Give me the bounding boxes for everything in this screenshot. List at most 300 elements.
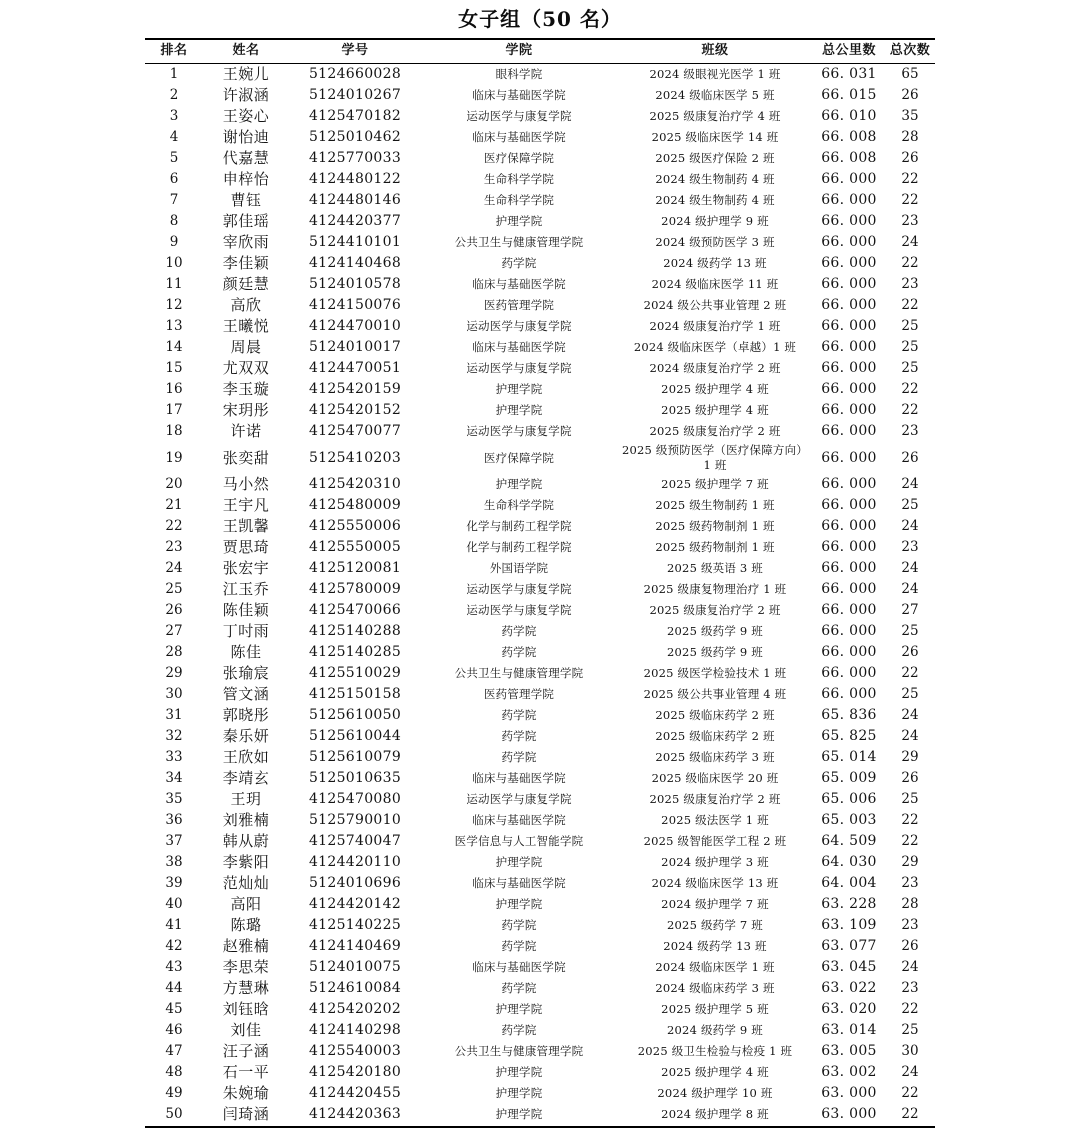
cell-college: 护理学院 [495,1002,543,1016]
table-row [145,831,935,852]
cell-class: 2024 级康复治疗学 2 班 [649,361,781,375]
cell-total-times: 24 [901,959,919,975]
cell-rank: 11 [165,276,183,292]
cell-total-times: 29 [901,749,919,765]
cell-class: 2025 级法医学 1 班 [661,813,769,827]
cell-college: 医学信息与人工智能学院 [454,834,584,848]
cell-total-times: 22 [901,297,919,313]
cell-total-times: 23 [901,213,919,229]
table-row [145,936,935,957]
cell-name: 江玉乔 [222,580,270,598]
table-row [145,999,935,1020]
cell-total-times: 26 [901,449,919,466]
cell-student-id: 5125610050 [308,707,402,723]
cell-college: 临床与基础医学院 [472,876,566,890]
cell-student-id: 4125420152 [308,402,402,418]
table-row [145,558,935,579]
cell-total-times: 26 [901,87,919,103]
cell-college: 临床与基础医学院 [472,340,566,354]
cell-college: 运动医学与康复学院 [466,109,572,123]
column-header-class: 班级 [617,39,813,64]
cell-total-km: 66. 000 [821,602,877,618]
table-row [145,1104,935,1127]
cell-class: 2025 级临床药学 3 班 [655,750,775,764]
cell-college: 药学院 [501,256,537,270]
cell-class: 2024 级临床医学 13 班 [651,876,779,890]
cell-rank: 19 [165,449,183,466]
cell-student-id: 5125010462 [308,129,402,145]
cell-name: 陈璐 [230,916,262,934]
cell-rank: 20 [165,476,183,492]
cell-student-id: 5124010017 [308,339,402,355]
cell-name: 李佳颖 [222,254,270,272]
cell-total-times: 25 [901,360,919,376]
cell-college: 生命科学学院 [483,498,555,512]
cell-total-km: 63. 005 [821,1043,877,1059]
cell-student-id: 4124140469 [308,938,402,954]
cell-student-id: 5124610084 [308,980,402,996]
cell-rank: 14 [165,339,183,355]
cell-total-times: 22 [901,1001,919,1017]
cell-total-times: 28 [901,129,919,145]
cell-total-times: 24 [901,728,919,744]
table-row [145,474,935,495]
cell-class: 2024 级护理学 10 班 [657,1086,773,1100]
cell-name: 丁吋雨 [222,622,270,640]
cell-rank: 9 [169,234,179,250]
column-header-student-id: 学号 [289,39,421,64]
cell-class: 2024 级药学 9 班 [667,1023,763,1037]
cell-rank: 39 [165,875,183,891]
table-row [145,1083,935,1104]
cell-total-times: 22 [885,1104,935,1127]
cell-rank: 21 [165,497,183,513]
cell-rank: 36 [165,812,183,828]
cell-total-km: 65. 009 [821,770,877,786]
cell-total-km: 63. 000 [813,1104,885,1127]
cell-total-times: 25 [901,623,919,639]
cell-total-times: 22 [901,255,919,271]
cell-total-times: 22 [901,402,919,418]
cell-rank: 18 [165,423,183,439]
cell-total-km: 63. 000 [821,1085,877,1101]
cell-name: 王玥 [230,790,262,808]
cell-student-id: 4125770033 [308,150,402,166]
cell-rank: 37 [165,833,183,849]
cell-college: 临床与基础医学院 [472,130,566,144]
cell-total-times: 22 [901,1085,919,1101]
cell-college: 公共卫生与健康管理学院 [454,666,584,680]
cell-class: 2025 级药学 9 班 [667,624,763,638]
cell-total-times: 24 [901,560,919,576]
cell-total-km: 66. 000 [821,297,877,313]
cell-college: 临床与基础医学院 [472,771,566,785]
cell-class: 2024 级临床医学 1 班 [655,960,775,974]
cell-student-id: 5124010696 [308,875,402,891]
cell-class: 2025 级康复治疗学 2 班 [649,603,781,617]
table-row [145,600,935,621]
cell-total-km: 66. 000 [821,402,877,418]
cell-student-id: 5124010578 [308,276,402,292]
cell-student-id: 4124420455 [308,1085,402,1101]
cell-name: 李思荣 [222,958,270,976]
cell-rank: 44 [165,980,183,996]
table-header [145,39,935,64]
table-row [145,1041,935,1062]
table-row [145,642,935,663]
cell-college: 临床与基础医学院 [472,813,566,827]
cell-class: 2024 级护理学 7 班 [661,897,769,911]
cell-total-times: 26 [901,938,919,954]
cell-student-id: 4125420180 [308,1064,402,1080]
table-header-row [145,39,935,64]
cell-total-times: 25 [901,791,919,807]
cell-name: 高阳 [230,895,262,913]
cell-rank: 1 [169,66,179,82]
cell-rank: 24 [165,560,183,576]
cell-rank: 7 [169,192,179,208]
cell-name: 代嘉慧 [222,149,270,167]
cell-total-times: 22 [901,171,919,187]
cell-total-km: 66. 000 [821,423,877,439]
table-row [145,148,935,169]
table-row [145,106,935,127]
cell-rank: 35 [165,791,183,807]
cell-rank: 47 [165,1043,183,1059]
cell-rank: 30 [165,686,183,702]
cell-name: 石一平 [222,1063,270,1081]
cell-college: 公共卫生与健康管理学院 [454,1044,584,1058]
cell-student-id: 4125470182 [308,108,402,124]
cell-college: 运动医学与康复学院 [466,319,572,333]
cell-student-id: 4124470010 [308,318,402,334]
cell-total-km: 66. 000 [821,686,877,702]
cell-rank: 28 [165,644,183,660]
cell-college: 药学院 [501,645,537,659]
cell-student-id: 4124480122 [308,171,402,187]
cell-total-times: 22 [901,833,919,849]
table-row [145,621,935,642]
cell-student-id: 4125780009 [308,581,402,597]
cell-class: 2024 级公共事业管理 2 班 [643,298,787,312]
cell-name: 王姿心 [222,107,270,125]
cell-class: 2025 级药物制剂 1 班 [655,540,775,554]
cell-total-km: 66. 000 [821,234,877,250]
table-row [145,705,935,726]
cell-college: 药学院 [501,624,537,638]
cell-student-id: 5125010635 [308,770,402,786]
cell-total-km: 66. 000 [821,339,877,355]
cell-name: 李靖玄 [222,769,270,787]
cell-rank: 5 [169,150,179,166]
cell-name: 申梓怡 [222,170,270,188]
table-row [145,253,935,274]
column-header-total-km: 总公里数 [813,39,885,64]
cell-rank: 31 [165,707,183,723]
cell-total-km: 65. 003 [821,812,877,828]
cell-rank: 4 [169,129,179,145]
cell-total-times: 24 [901,234,919,250]
cell-name: 张奕甜 [222,448,270,467]
cell-total-km: 63. 228 [821,896,877,912]
cell-total-km: 66. 000 [821,476,877,492]
cell-class: 2024 级护理学 8 班 [617,1104,813,1127]
cell-college: 化学与制药工程学院 [466,540,572,554]
cell-name: 刘钰晗 [222,1000,270,1018]
table-row [145,915,935,936]
cell-name: 宋玥彤 [222,401,270,419]
cell-total-km: 66. 008 [821,150,877,166]
cell-name: 秦乐妍 [222,727,270,745]
cell-college: 临床与基础医学院 [472,88,566,102]
cell-class: 2025 级康复治疗学 4 班 [649,109,781,123]
cell-class: 2024 级临床医学 5 班 [655,88,775,102]
cell-total-km: 66. 000 [821,581,877,597]
cell-total-times: 25 [901,686,919,702]
table-row [145,295,935,316]
table-row [145,127,935,148]
cell-student-id: 4125470077 [308,423,402,439]
table-row [145,978,935,999]
cell-student-id: 4125470080 [308,791,402,807]
cell-student-id: 4125540003 [308,1043,402,1059]
table-row [145,169,935,190]
table-row [145,894,935,915]
table-row [145,211,935,232]
cell-college: 护理学院 [495,1086,543,1100]
cell-class: 2024 级护理学 9 班 [661,214,769,228]
cell-college: 化学与制药工程学院 [466,519,572,533]
cell-name: 谢怡迪 [222,128,270,146]
cell-total-km: 63. 109 [821,917,877,933]
cell-total-km: 66. 000 [821,318,877,334]
cell-total-km: 65. 014 [821,749,877,765]
cell-rank: 33 [165,749,183,765]
cell-class: 2025 级康复治疗学 2 班 [649,792,781,806]
cell-class: 2024 级药学 13 班 [663,256,767,270]
cell-name: 周晨 [230,338,262,356]
cell-college: 药学院 [501,918,537,932]
cell-student-id: 4125740047 [308,833,402,849]
cell-name: 郭晓彤 [222,706,270,724]
cell-name: 马小然 [222,475,270,493]
cell-total-times: 24 [901,1064,919,1080]
table-row [145,663,935,684]
cell-total-km: 66. 000 [821,276,877,292]
cell-rank: 17 [165,402,183,418]
cell-college: 临床与基础医学院 [472,960,566,974]
cell-total-km: 64. 004 [821,875,877,891]
cell-class: 2025 级公共事业管理 4 班 [643,687,787,701]
cell-rank: 26 [165,602,183,618]
column-header-total-times: 总次数 [885,39,935,64]
cell-student-id: 5124010267 [308,87,402,103]
cell-total-times: 35 [901,108,919,124]
cell-name: 汪子涵 [222,1042,270,1060]
cell-rank: 25 [165,581,183,597]
cell-name: 韩从蔚 [222,832,270,850]
cell-total-times: 24 [901,518,919,534]
cell-name: 张宏宇 [222,559,270,577]
cell-total-km: 66. 031 [821,66,877,82]
cell-student-id: 4124480146 [308,192,402,208]
cell-total-km: 66. 015 [821,87,877,103]
table-row [145,1062,935,1083]
cell-total-times: 25 [901,318,919,334]
cell-rank: 34 [165,770,183,786]
table-row [145,852,935,873]
cell-total-times: 23 [901,875,919,891]
cell-student-id: 5125610044 [308,728,402,744]
cell-total-km: 66. 000 [821,255,877,271]
cell-name: 王凯馨 [222,517,270,535]
cell-class: 2024 级生物制药 4 班 [655,172,775,186]
cell-college: 医疗保障学院 [483,151,555,165]
cell-student-id: 5124010075 [308,959,402,975]
cell-name: 陈佳 [230,643,262,661]
cell-student-id: 4125550006 [308,518,402,534]
cell-rank: 13 [165,318,183,334]
table-row [145,337,935,358]
cell-total-times: 29 [901,854,919,870]
cell-total-km: 66. 000 [821,539,877,555]
table-row [145,379,935,400]
cell-college: 药学院 [501,729,537,743]
cell-class: 2025 级智能医学工程 2 班 [643,834,787,848]
cell-student-id: 4125550005 [308,539,402,555]
cell-total-km: 66. 000 [821,560,877,576]
cell-class: 2025 级临床医学 20 班 [651,771,779,785]
cell-name: 宰欣雨 [222,233,270,251]
cell-college: 护理学院 [495,403,543,417]
cell-total-times: 30 [901,1043,919,1059]
cell-total-km: 66. 010 [821,108,877,124]
cell-college: 护理学院 [495,855,543,869]
cell-class: 2025 级临床药学 2 班 [655,708,775,722]
cell-class: 2025 级药学 7 班 [667,918,763,932]
cell-class: 2025 级护理学 5 班 [661,1002,769,1016]
cell-name: 李紫阳 [222,853,270,871]
cell-rank: 50 [145,1104,203,1127]
cell-college: 运动医学与康复学院 [466,792,572,806]
cell-total-times: 24 [901,581,919,597]
cell-college: 护理学院 [495,382,543,396]
cell-class: 2025 级康复物理治疗 1 班 [643,582,787,596]
cell-class: 2025 级临床药学 2 班 [655,729,775,743]
cell-student-id: 4125470066 [308,602,402,618]
cell-class: 2025 级生物制药 1 班 [655,498,775,512]
cell-rank: 29 [165,665,183,681]
cell-total-times: 25 [901,497,919,513]
cell-student-id: 4124420363 [289,1104,421,1127]
cell-total-km: 66. 000 [821,449,877,466]
cell-student-id: 5124660028 [308,66,402,82]
cell-total-km: 66. 000 [821,171,877,187]
cell-rank: 43 [165,959,183,975]
cell-rank: 46 [165,1022,183,1038]
cell-total-times: 28 [901,896,919,912]
cell-total-times: 26 [901,644,919,660]
cell-student-id: 4125140225 [308,917,402,933]
cell-college: 药学院 [501,1023,537,1037]
cell-total-times: 24 [901,707,919,723]
table-row [145,495,935,516]
cell-rank: 22 [165,518,183,534]
cell-total-km: 63. 022 [821,980,877,996]
cell-rank: 8 [169,213,179,229]
cell-college: 护理学院 [495,897,543,911]
cell-rank: 3 [169,108,179,124]
cell-total-times: 22 [901,192,919,208]
document-page [0,6,1080,1137]
cell-name: 高欣 [230,296,262,314]
cell-total-km: 65. 836 [821,707,877,723]
cell-name: 刘雅楠 [222,811,270,829]
cell-total-km: 66. 000 [821,644,877,660]
cell-class: 2025 级医疗保险 2 班 [655,151,775,165]
cell-student-id: 5124410101 [308,234,402,250]
cell-name: 赵雅楠 [222,937,270,955]
cell-rank: 32 [165,728,183,744]
cell-total-times: 23 [901,917,919,933]
table-row [145,810,935,831]
cell-class: 2024 级眼视光医学 1 班 [649,67,781,81]
cell-total-times: 25 [901,1022,919,1038]
cell-student-id: 4125420202 [308,1001,402,1017]
cell-name: 范灿灿 [222,874,270,892]
cell-name: 刘佳 [230,1021,262,1039]
cell-total-km: 63. 045 [821,959,877,975]
column-header-college: 学院 [421,39,617,64]
cell-name: 贾思琦 [222,538,270,556]
cell-college: 生命科学学院 [483,172,555,186]
cell-name: 李玉璇 [222,380,270,398]
page-title: 女子组（50 名） [458,7,622,31]
cell-total-km: 64. 509 [821,833,877,849]
ranking-table-container [145,38,935,1128]
table-row [145,957,935,978]
cell-name: 许诺 [230,422,262,440]
cell-total-km: 66. 000 [821,518,877,534]
table-row [145,684,935,705]
cell-name: 方慧琳 [222,979,270,997]
column-header-name: 姓名 [203,39,289,64]
cell-college: 医药管理学院 [483,687,555,701]
cell-rank: 42 [165,938,183,954]
cell-rank: 45 [165,1001,183,1017]
cell-class: 2025 级药物制剂 1 班 [655,519,775,533]
cell-class: 2025 级英语 3 班 [667,561,763,575]
cell-college: 药学院 [501,708,537,722]
cell-rank: 10 [165,255,183,271]
cell-total-km: 66. 000 [821,381,877,397]
cell-rank: 49 [165,1085,183,1101]
table-body [145,64,935,1128]
cell-total-km: 65. 006 [821,791,877,807]
cell-class: 2025 级护理学 4 班 [661,403,769,417]
cell-name: 郭佳瑶 [222,212,270,230]
cell-total-km: 63. 002 [821,1064,877,1080]
cell-college: 运动医学与康复学院 [466,424,572,438]
table-row [145,358,935,379]
cell-college: 医药管理学院 [483,298,555,312]
cell-class: 2024 级临床药学 3 班 [655,981,775,995]
cell-class: 2024 级临床医学（卓越）1 班 [633,340,797,354]
cell-rank: 2 [169,87,179,103]
cell-rank: 41 [165,917,183,933]
cell-student-id: 4124420110 [308,854,402,870]
cell-class: 2025 级护理学 4 班 [661,382,769,396]
